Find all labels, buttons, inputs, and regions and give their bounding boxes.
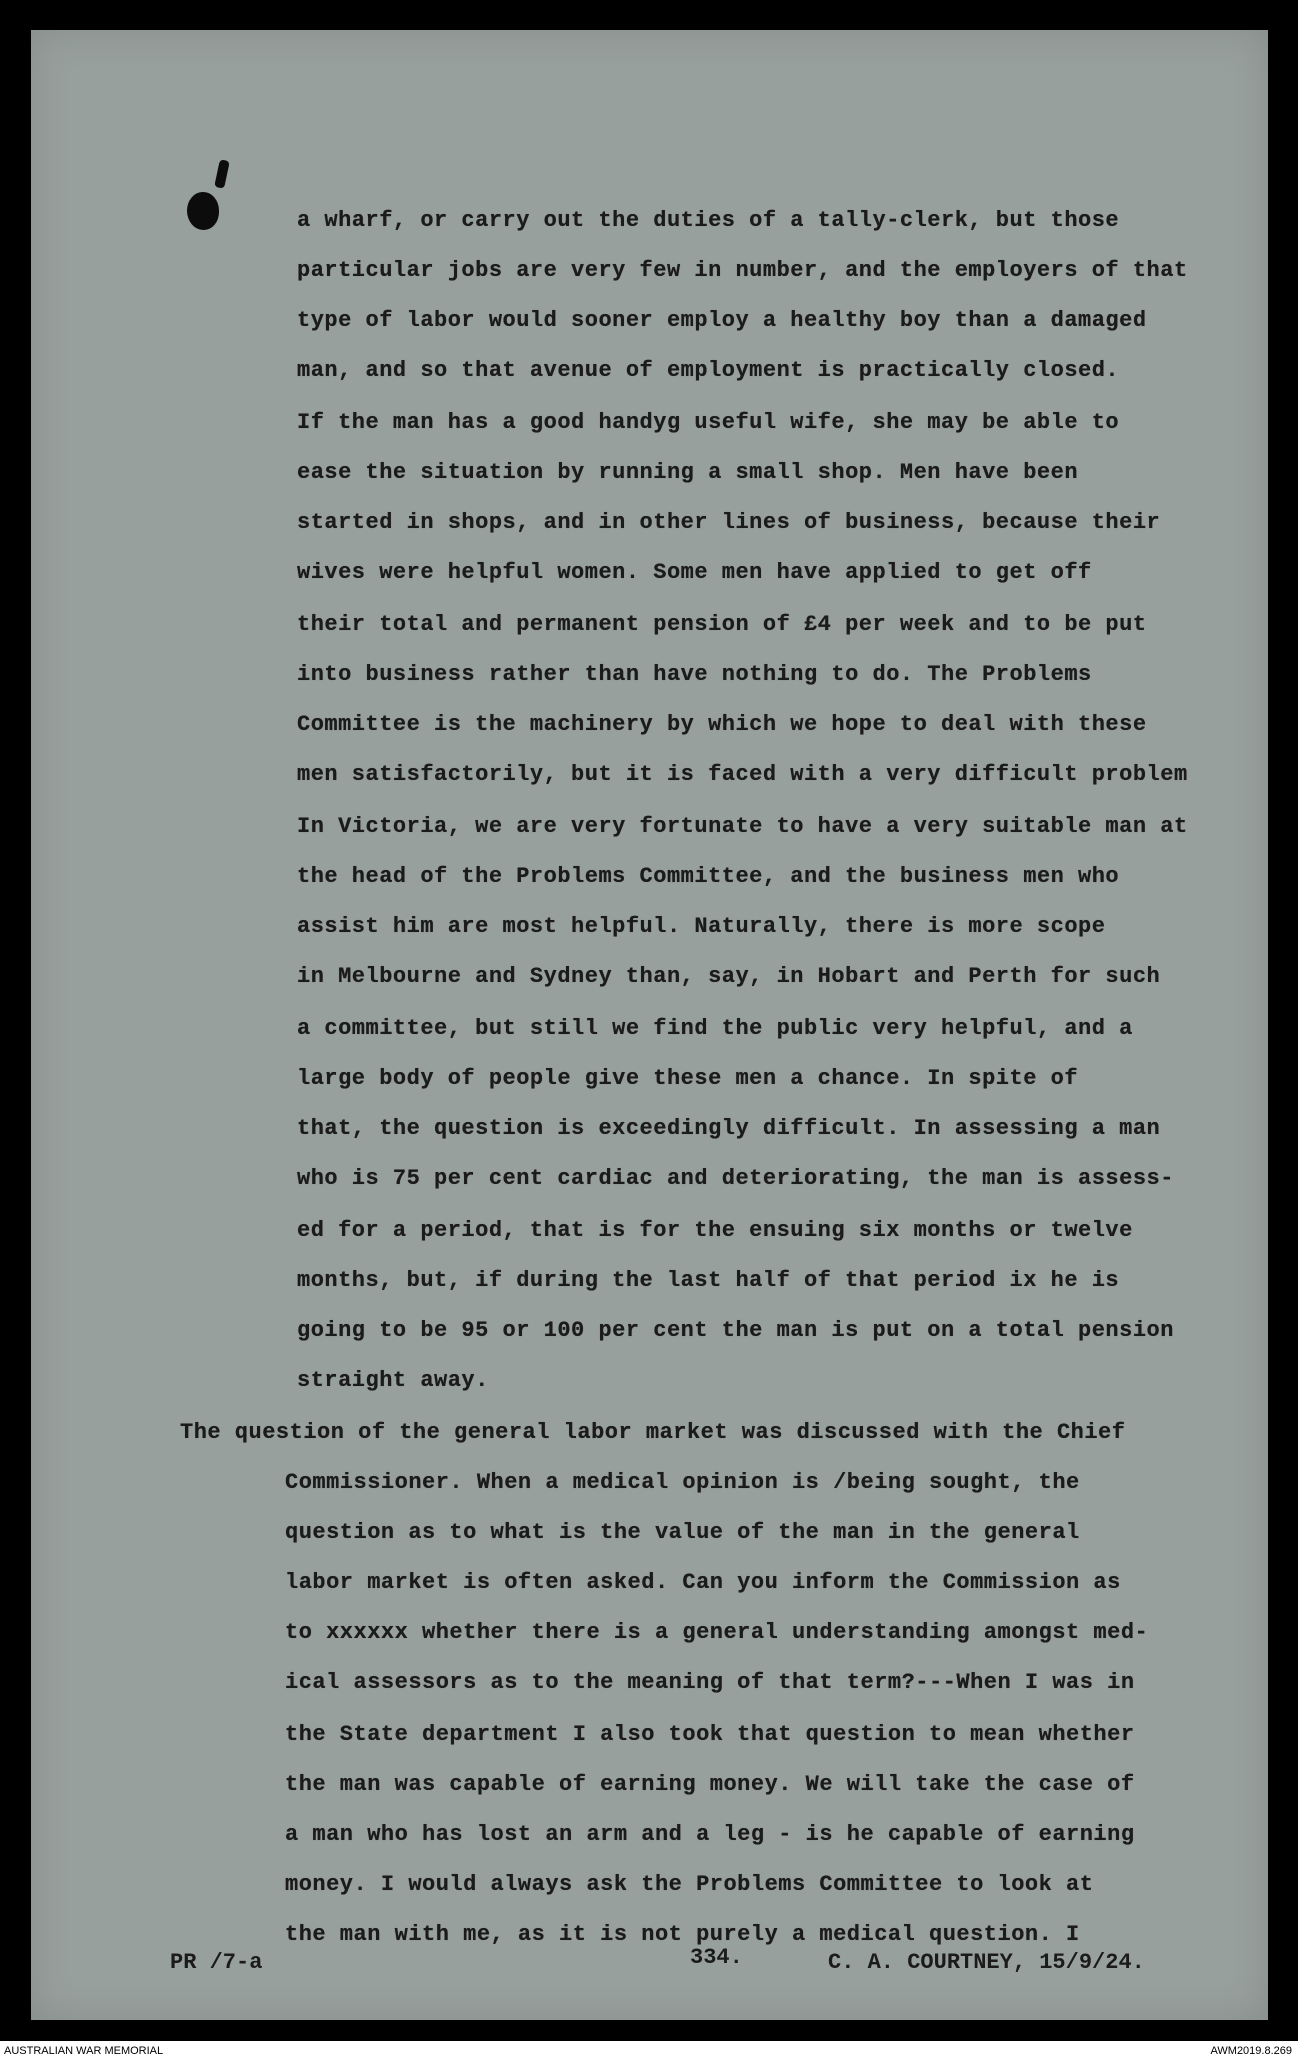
text-line: man, and so that avenue of employment is practically closed. [297, 358, 1120, 383]
text-line: wives were helpful women. Some men have applied to get off [297, 560, 1092, 585]
text-line: particular jobs are very few in number, and the employers of that [297, 258, 1188, 283]
text-line: type of labor would sooner employ a healthy boy than a damaged [297, 308, 1147, 333]
text-line: the State department I also took that question to mean whether [285, 1722, 1135, 1747]
text-line: that, the question is exceedingly difficult. In assessing a man [297, 1116, 1161, 1141]
text-line: started in shops, and in other lines of business, because their [297, 510, 1161, 535]
text-line: large body of people give these men a chance. In spite of [297, 1066, 1079, 1091]
text-line: labor market is often asked. Can you inform the Commission as [285, 1570, 1121, 1595]
text-line: to xxxxxx whether there is a general understanding amongst med- [285, 1620, 1149, 1645]
text-line: Commissioner. When a medical opinion is /being sought, the [285, 1470, 1080, 1495]
punch-hole-mark-tail [214, 159, 230, 188]
footer-page-number: 334. [690, 1945, 743, 1970]
text-line: their total and permanent pension of £4 per week and to be put [297, 612, 1147, 637]
text-line: who is 75 per cent cardiac and deteriorating, the man is assess- [297, 1166, 1174, 1191]
credit-accession-number: AWM2019.8.269 [1210, 2045, 1292, 2057]
text-line: a man who has lost an arm and a leg - is he capable of earning [285, 1822, 1135, 1847]
text-line: assist him are most helpful. Naturally, there is more scope [297, 914, 1106, 939]
text-line: months, but, if during the last half of that period ix he is [297, 1268, 1120, 1293]
text-line: Committee is the machinery by which we hope to deal with these [297, 712, 1147, 737]
text-line: In Victoria, we are very fortunate to have a very suitable man at [297, 814, 1188, 839]
text-line: going to be 95 or 100 per cent the man is put on a total pension [297, 1318, 1174, 1343]
footer-signature-date: C. A. COURTNEY, 15/9/24. [828, 1950, 1145, 1975]
text-line: the man was capable of earning money. We will take the case of [285, 1772, 1135, 1797]
text-line: the head of the Problems Committee, and the business men who [297, 864, 1120, 889]
text-line: ed for a period, that is for the ensuing six months or twelve [297, 1218, 1133, 1243]
text-line: ical assessors as to the meaning of that term?---When I was in [285, 1670, 1135, 1695]
text-line: a committee, but still we find the public very helpful, and a [297, 1016, 1133, 1041]
text-line: a wharf, or carry out the duties of a tally-clerk, but those [297, 208, 1120, 233]
text-line: question as to what is the value of the man in the general [285, 1520, 1080, 1545]
text-line: men satisfactorily, but it is faced with a very difficult problem [297, 762, 1188, 787]
footer-reference: PR /7-a [170, 1950, 263, 1975]
text-line: The question of the general labor market was discussed with the Chief [180, 1420, 1126, 1445]
text-line: the man with me, as it is not purely a medical question. I [285, 1922, 1080, 1947]
credit-institution: AUSTRALIAN WAR MEMORIAL [4, 2045, 164, 2057]
punch-hole-mark [187, 192, 219, 230]
text-line: straight away. [297, 1368, 489, 1393]
text-line: If the man has a good handyg useful wife, she may be able to [297, 410, 1120, 435]
text-line: in Melbourne and Sydney than, say, in Hobart and Perth for such [297, 964, 1161, 989]
text-line: into business rather than have nothing to do. The Problems [297, 662, 1092, 687]
text-line: money. I would always ask the Problems Committee to look at [285, 1872, 1094, 1897]
text-line: ease the situation by running a small shop. Men have been [297, 460, 1079, 485]
archive-credit-bar [0, 2041, 1298, 2061]
